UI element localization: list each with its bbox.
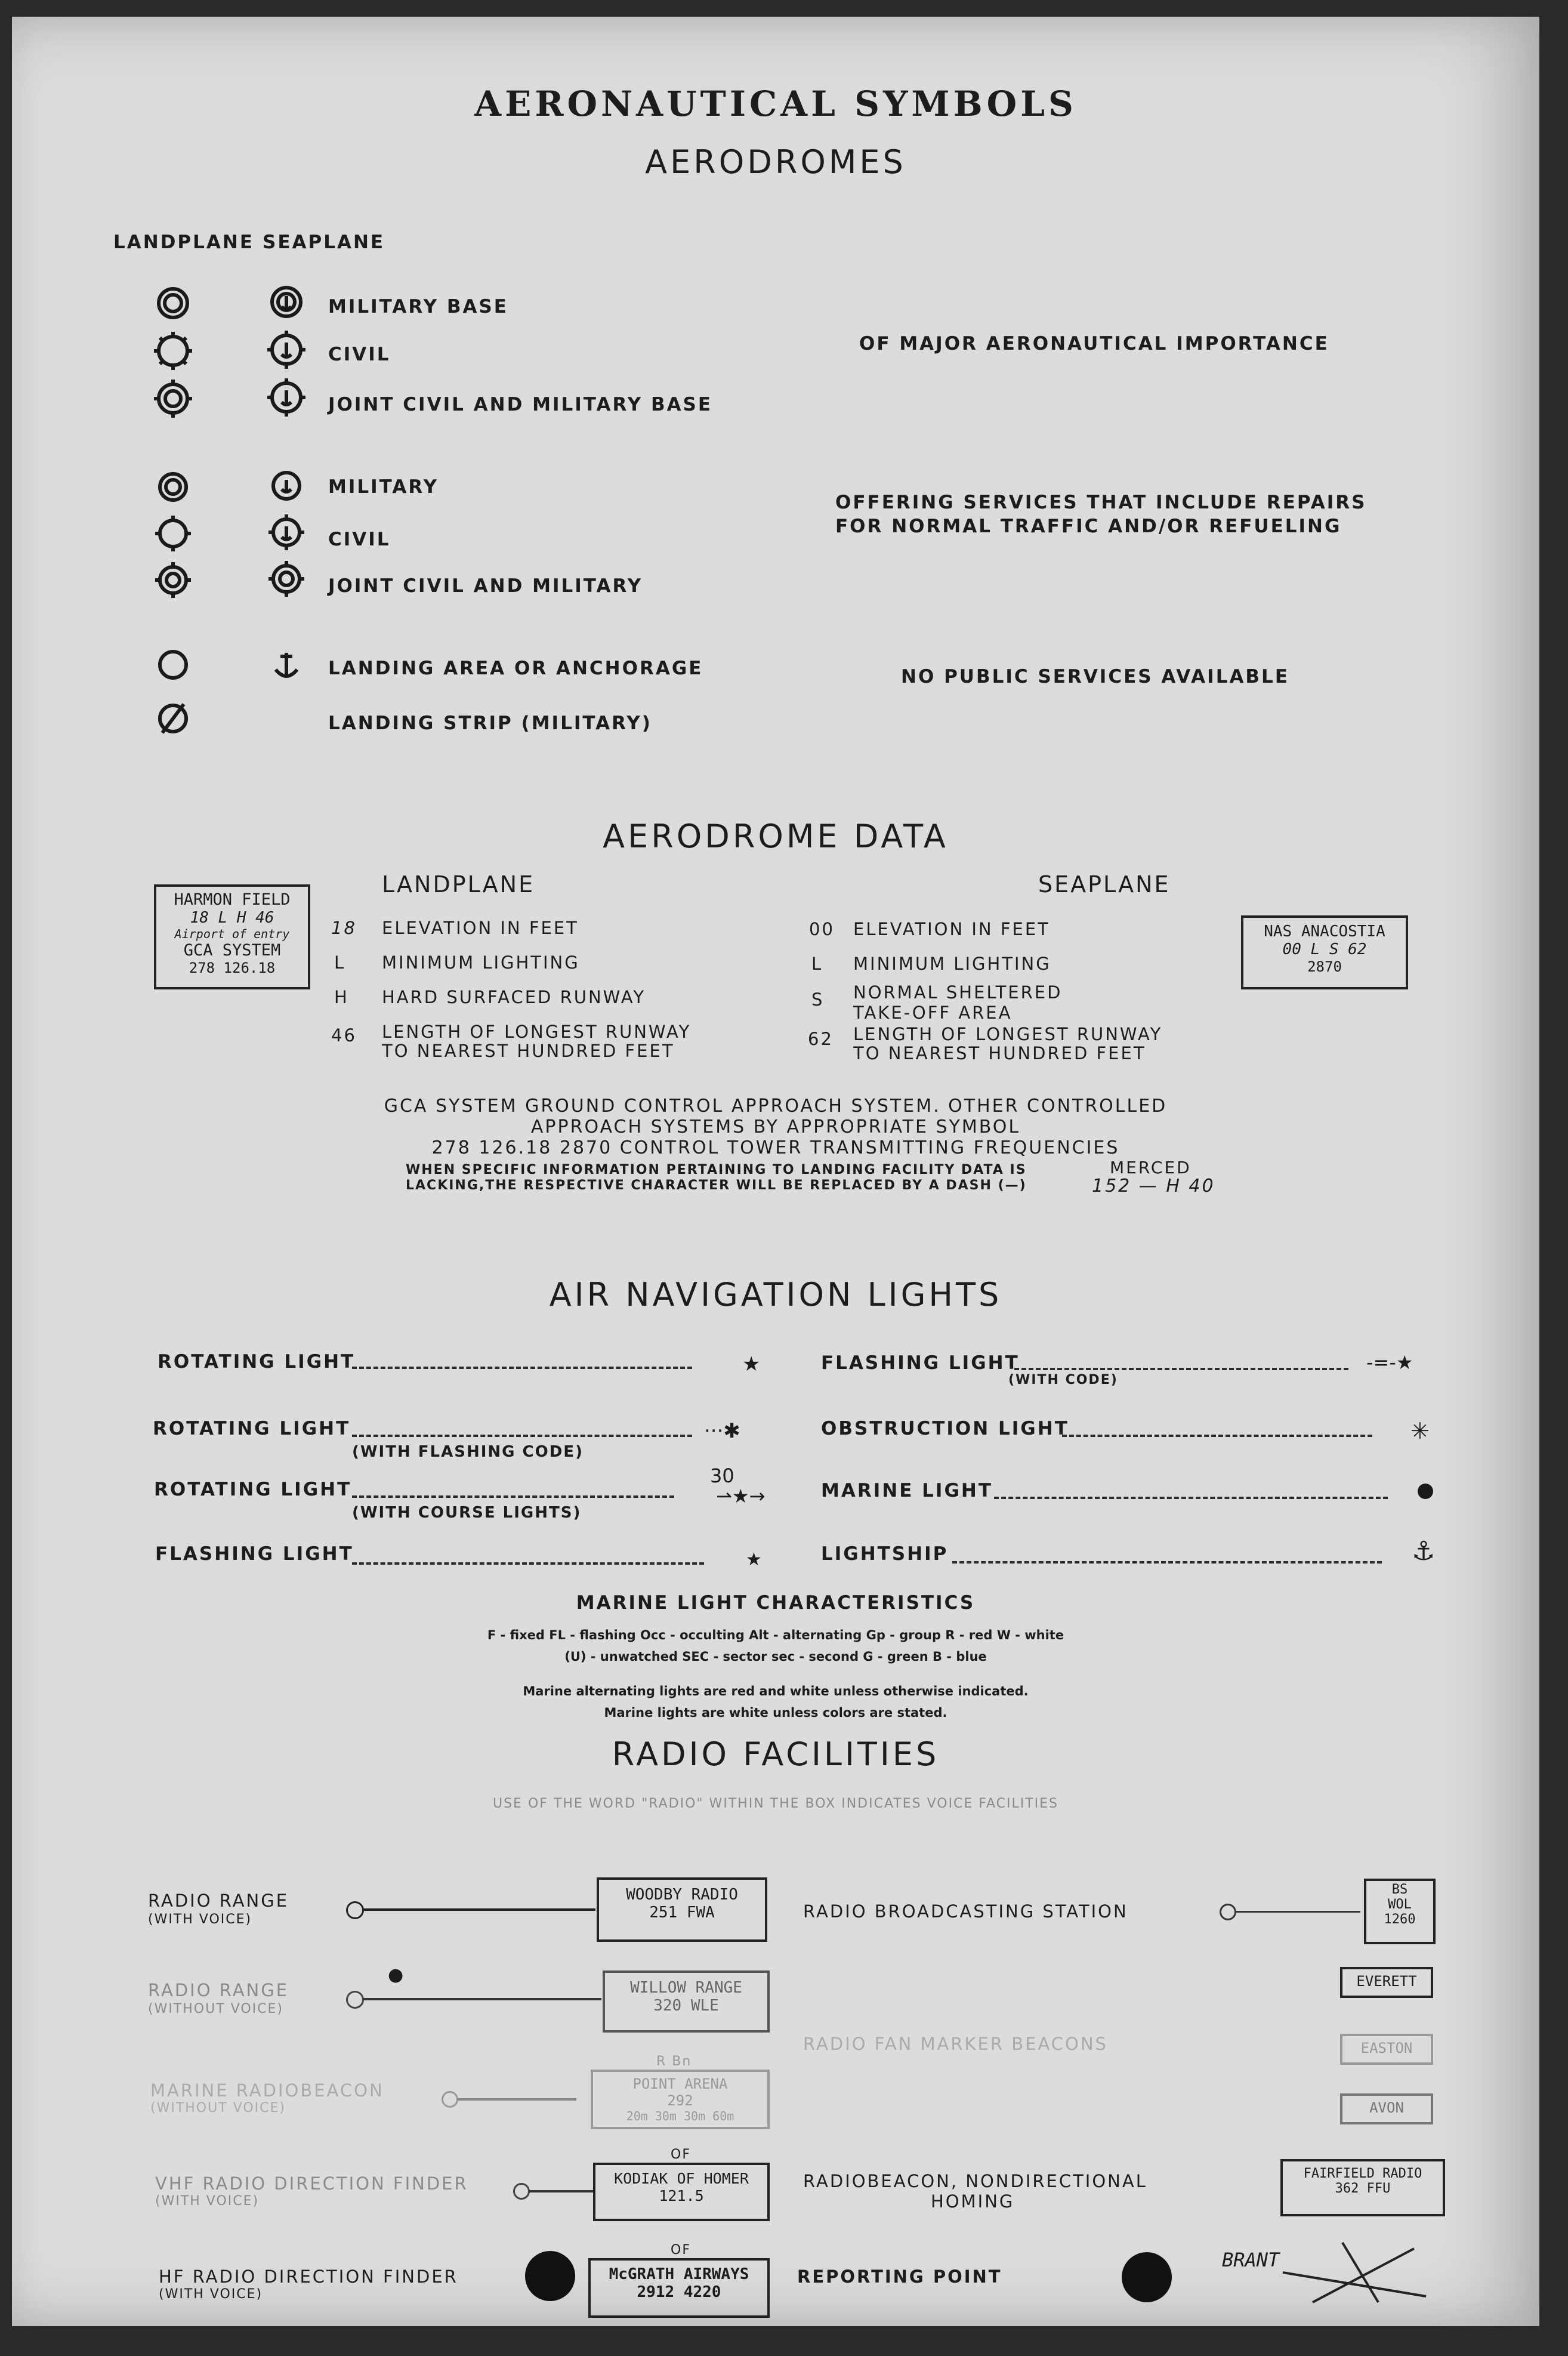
hf-df-black-dot-icon (525, 2251, 575, 2301)
reporting-point-cross-icon (1277, 2237, 1432, 2308)
land-text-length: LENGTH OF LONGEST RUNWAY (382, 1022, 692, 1042)
sea-box-line-1: NAS ANACOSTIA (1264, 923, 1385, 940)
ad-note-5: LACKING,THE RESPECTIVE CHARACTER WILL BE REPLACED BY A DASH (—) (406, 1178, 1027, 1193)
radiobeacon-label: RADIOBEACON, NONDIRECTIONAL (803, 2171, 1147, 2191)
willow-range-box (603, 1970, 770, 2033)
group-services-line-2: FOR NORMAL TRAFFIC AND/OR REFUELING (835, 516, 1342, 537)
land-box-line-4: GCA SYSTEM (183, 941, 281, 960)
land-box-line-2: 18 L H 46 (190, 909, 274, 927)
radio-range-icon (346, 1901, 364, 1919)
marine-note-2: Marine lights are white unless colors are stated. (604, 1706, 947, 1720)
vhf-df-top: OF (671, 2147, 691, 2162)
seaplane-military-base-icon (272, 288, 301, 316)
light-obstruction: OBSTRUCTION LIGHT (821, 1418, 1069, 1439)
marker-dot-icon: ● (388, 1965, 404, 1985)
light-flashing-code: FLASHING LIGHT (821, 1352, 1020, 1374)
mcgrath-box-line-1: McGRATH AIRWAYS (609, 2265, 749, 2283)
landplane-joint-base-icon (154, 380, 192, 418)
radio-heading: RADIO FACILITIES (612, 1735, 940, 1773)
light-flashing: FLASHING LIGHT (155, 1543, 354, 1565)
aerodrome-label-civil-2: CIVIL (328, 529, 391, 550)
brant-label: BRANT (1222, 2249, 1280, 2271)
vhf-df-sub: (WITH VOICE) (155, 2194, 260, 2209)
ad-note-1: GCA SYSTEM GROUND CONTROL APPROACH SYSTEM. OTHER CONTROLLED (384, 1096, 1168, 1117)
aerodrome-label-military: MILITARY (328, 476, 439, 498)
woodby-box-line-1: WOODBY RADIO (626, 1886, 738, 1904)
aerodrome-label-military-base: MILITARY BASE (328, 296, 508, 317)
group-services-line-1: OFFERING SERVICES THAT INCLUDE REPAIRS (835, 492, 1367, 513)
vhf-df-label: VHF RADIO DIRECTION FINDER (155, 2173, 468, 2194)
sea-code-lighting: L (811, 954, 823, 974)
wol-line-2: WOL (1388, 1897, 1412, 1912)
kodiak-box-line-1: KODIAK OF HOMER (614, 2170, 749, 2187)
marine-legend-1: F - fixed FL - flashing Occ - occulting Alt - alternating Gp - group R - red W - white (487, 1628, 1064, 1642)
nas-anacostia-example-box (1241, 915, 1408, 989)
fairfield-line-1: FAIRFIELD RADIO (1303, 2166, 1422, 2181)
land-text-lighting: MINIMUM LIGHTING (382, 952, 580, 973)
obstruction-light-icon: ✳ (1410, 1418, 1430, 1444)
marine-legend-2: (U) - unwatched SEC - sector sec - second G - green B - blue (564, 1649, 987, 1664)
aerodrome-label-landing-strip: LANDING STRIP (MILITARY) (328, 713, 652, 734)
sea-code-length: 62 (808, 1029, 834, 1049)
leader-line (352, 1495, 674, 1498)
easton-line: EASTON (1360, 2040, 1413, 2056)
radio-range-voice-label: RADIO RANGE (148, 1891, 289, 1911)
ad-seaplane-header: SEAPLANE (1038, 871, 1171, 898)
flashing-code-icon: -=-★ (1366, 1351, 1413, 1374)
sea-text-lighting: MINIMUM LIGHTING (853, 954, 1051, 974)
merced-code: 152 — H 40 (1092, 1176, 1215, 1196)
wol-box (1364, 1879, 1436, 1944)
point-arena-line-3: 20m 30m 30m 60m (626, 2109, 734, 2123)
landplane-civil-services-icon (155, 516, 191, 551)
light-rotating-flashing-sub: (WITH FLASHING CODE) (352, 1443, 584, 1461)
landplane-military-base-icon (159, 289, 187, 317)
sea-code-sheltered: S (811, 989, 825, 1010)
land-code-length: 46 (331, 1025, 357, 1046)
marine-note-1: Marine alternating lights are red and white unless otherwise indicated. (523, 1684, 1029, 1698)
ad-note-3: 278 126.18 2870 CONTROL TOWER TRANSMITTING FREQUENCIES (431, 1137, 1120, 1158)
sea-text-sheltered: NORMAL SHELTERED (853, 982, 1063, 1003)
landplane-joint-services-icon (155, 562, 191, 598)
fan-marker-label: RADIO FAN MARKER BEACONS (803, 2034, 1108, 2054)
hf-df-top: OF (671, 2243, 691, 2258)
land-text-length-2: TO NEAREST HUNDRED FEET (382, 1041, 675, 1061)
leader-line (352, 1562, 704, 1565)
seaplane-joint-services-icon (268, 561, 304, 597)
avon-line: AVON (1369, 2099, 1404, 2116)
marine-radiobeacon-label: MARINE RADIOBEACON (150, 2080, 384, 2101)
radio-range-novoice-label: RADIO RANGE (148, 1980, 289, 2000)
ad-note-2: APPROACH SYSTEMS BY APPROPRIATE SYMBOL (530, 1117, 1021, 1137)
merced-label: MERCED (1110, 1158, 1192, 1177)
aerodromes-heading: AERODROMES (645, 143, 906, 181)
page-title: AERONAUTICAL SYMBOLS (474, 84, 1077, 124)
landplane-column-header: LANDPLANE (113, 232, 255, 253)
fairfield-radio-box (1280, 2159, 1445, 2216)
light-marine: MARINE LIGHT (821, 1480, 993, 1501)
aerodrome-label-joint-base: JOINT CIVIL AND MILITARY BASE (328, 394, 713, 415)
ad-notes (12, 1096, 1539, 1158)
radio-range-novoice-sub: (WITHOUT VOICE) (148, 2002, 283, 2016)
rotating-light-star-icon: ★ (742, 1352, 761, 1376)
seaplane-civil-icon (267, 331, 305, 369)
marine-radiobeacon-icon (442, 2091, 458, 2108)
mcgrath-box (588, 2258, 770, 2318)
leader-line (352, 1367, 692, 1369)
landplane-civil-icon (154, 332, 192, 370)
landplane-military-icon (160, 474, 186, 500)
sea-text-length: LENGTH OF LONGEST RUNWAY (853, 1024, 1163, 1044)
leader-line (1014, 1368, 1348, 1370)
marine-radiobeacon-top: R Bn (656, 2054, 692, 2069)
sea-text-elevation: ELEVATION IN FEET (853, 919, 1050, 939)
marine-heading: MARINE LIGHT CHARACTERISTICS (576, 1592, 976, 1614)
sea-text-sheltered-2: TAKE-OFF AREA (853, 1003, 1013, 1023)
everett-line: EVERETT (1356, 1973, 1417, 1990)
leader-line (994, 1497, 1388, 1499)
light-rotating-course-sub: (WITH COURSE LIGHTS) (352, 1504, 582, 1522)
leader-line (1062, 1435, 1372, 1437)
leader-line (363, 1908, 595, 1911)
ad-note-4: WHEN SPECIFIC INFORMATION PERTAINING TO LANDING FACILITY DATA IS (406, 1162, 1027, 1177)
land-text-hard: HARD SURFACED RUNWAY (382, 987, 646, 1007)
land-code-lighting: L (334, 952, 346, 973)
wol-line-1: BS (1391, 1882, 1408, 1897)
light-rotating-course: ROTATING LIGHT (154, 1479, 352, 1500)
hf-df-label: HF RADIO DIRECTION FINDER (159, 2266, 458, 2287)
light-rotating-flashing: ROTATING LIGHT (153, 1418, 351, 1439)
avon-box (1340, 2093, 1433, 2124)
aerodrome-label-joint: JOINT CIVIL AND MILITARY (328, 575, 643, 597)
light-rotating: ROTATING LIGHT (158, 1351, 356, 1373)
mcgrath-box-line-2: 2912 4220 (637, 2283, 721, 2301)
leader-line (529, 2190, 594, 2192)
sea-text-length-2: TO NEAREST HUNDRED FEET (853, 1043, 1146, 1063)
radiobeacon-label-2: HOMING (931, 2191, 1015, 2212)
course-number: 30 (710, 1464, 734, 1487)
easton-box (1340, 2034, 1433, 2065)
land-box-line-5: 278 126.18 (189, 960, 276, 976)
point-arena-line-1: POINT ARENA (632, 2076, 728, 2092)
aerodrome-label-civil: CIVIL (328, 344, 391, 365)
group-no-services: NO PUBLIC SERVICES AVAILABLE (901, 666, 1289, 687)
marine-light-dot-icon (1418, 1484, 1433, 1499)
seaplane-column-header: SEAPLANE (263, 232, 385, 253)
hf-df-sub: (WITH VOICE) (159, 2287, 263, 2302)
vhf-df-icon (513, 2183, 530, 2200)
flashing-code-star-icon: ···✱ (704, 1419, 740, 1443)
wol-line-3: 1260 (1384, 1912, 1416, 1927)
broadcasting-icon (1220, 1904, 1236, 1920)
woodby-radio-box (597, 1877, 767, 1942)
woodby-box-line-2: 251 FWA (649, 1904, 715, 1922)
aerodrome-label-landing-area: LANDING AREA OR ANCHORAGE (328, 658, 703, 679)
nav-lights-heading: AIR NAVIGATION LIGHTS (549, 1276, 1002, 1313)
light-lightship: LIGHTSHIP (821, 1543, 949, 1565)
land-code-elevation: 18 (331, 918, 357, 938)
radio-range-icon (346, 1991, 364, 2009)
leader-line (952, 1561, 1382, 1564)
marine-radiobeacon-sub: (WITHOUT VOICE) (150, 2101, 286, 2116)
leader-line (457, 2098, 576, 2101)
seaplane-military-icon (273, 473, 300, 499)
land-box-line-3: Airport of entry (174, 927, 290, 941)
leader-line (1235, 1911, 1360, 1913)
light-flashing-code-sub: (WITH CODE) (1008, 1373, 1118, 1387)
group-major-importance: OF MAJOR AERONAUTICAL IMPORTANCE (859, 333, 1329, 354)
land-code-hard: H (334, 987, 349, 1007)
landing-strip-icon (160, 704, 186, 733)
land-text-elevation: ELEVATION IN FEET (382, 918, 579, 938)
broadcasting-label: RADIO BROADCASTING STATION (803, 1901, 1128, 1922)
landing-area-icon (160, 652, 186, 678)
anchor-icon (276, 653, 297, 677)
everett-box (1340, 1967, 1433, 1998)
sea-box-line-3: 2870 (1307, 958, 1342, 975)
seaplane-joint-base-icon (267, 378, 305, 417)
ad-landplane-header: LANDPLANE (382, 871, 535, 898)
kodiak-box (593, 2163, 770, 2221)
lightship-anchor-icon: ⚓ (1412, 1536, 1436, 1566)
willow-box-line-1: WILLOW RANGE (630, 1979, 742, 1997)
flashing-light-star-icon: ★ (746, 1549, 762, 1570)
land-box-line-1: HARMON FIELD (174, 890, 291, 909)
radio-subheading: USE OF THE WORD "RADIO" WITHIN THE BOX INDICATES VOICE FACILITIES (492, 1796, 1058, 1811)
course-lights-icon: ⇀★→ (716, 1485, 766, 1507)
seaplane-civil-services-icon (268, 514, 304, 550)
harmon-field-example-box (154, 884, 310, 989)
reporting-point-label: REPORTING POINT (797, 2266, 1002, 2287)
leader-line (363, 1998, 601, 2000)
chart-sheet (12, 17, 1539, 2326)
sea-box-line-2: 00 L S 62 (1282, 940, 1367, 958)
fairfield-line-2: 362 FFU (1335, 2181, 1391, 2196)
willow-box-line-2: 320 WLE (653, 1997, 719, 2015)
reporting-point-dot-icon (1122, 2252, 1172, 2302)
aerodrome-symbols (149, 273, 346, 751)
sea-code-elevation: 00 (809, 919, 835, 939)
leader-line (352, 1435, 692, 1437)
kodiak-box-line-2: 121.5 (659, 2187, 704, 2204)
aerodrome-data-heading: AERODROME DATA (603, 818, 949, 855)
radio-range-voice-sub: (WITH VOICE) (148, 1912, 252, 1927)
point-arena-box (591, 2070, 770, 2129)
point-arena-line-2: 292 (667, 2092, 693, 2109)
